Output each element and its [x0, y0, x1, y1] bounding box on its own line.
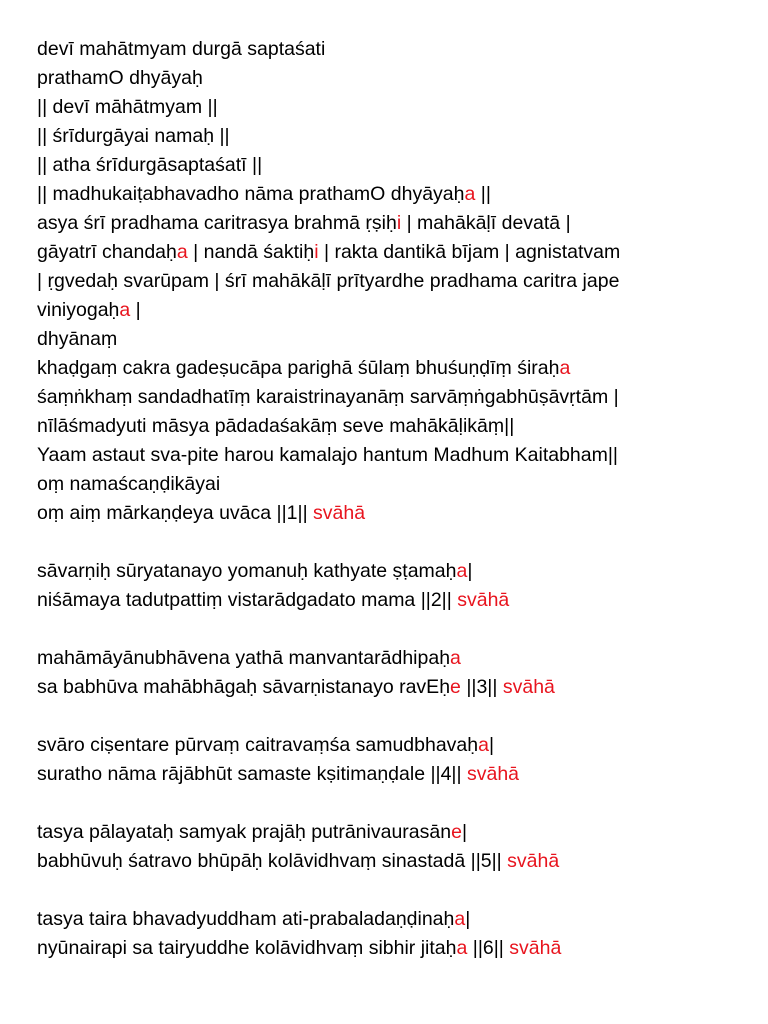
highlight-text: svāhā	[457, 589, 510, 611]
line-text: tasya taira bhavadyuddham ati-prabaladaṇḍinaḥ	[37, 908, 455, 930]
highlight-text: a	[456, 560, 468, 582]
highlight-text: svāhā	[502, 676, 555, 698]
text-line	[37, 673, 762, 702]
line-text: |	[130, 299, 141, 321]
blank-line	[37, 789, 762, 818]
text-line	[37, 905, 762, 934]
highlight-text: a	[119, 299, 131, 321]
text-line	[37, 296, 762, 325]
line-text: prathamO dhyāyaḥ	[37, 67, 203, 89]
highlight-text: a	[464, 183, 476, 205]
line-text: viniyogaḥ	[37, 299, 120, 321]
text-line	[37, 354, 762, 383]
blank-line	[37, 702, 762, 731]
line-text: |	[488, 734, 495, 756]
line-text: | mahākāḷī devatā |	[401, 212, 571, 234]
highlight-text: a	[559, 357, 571, 379]
highlight-text: svāhā	[466, 763, 520, 785]
highlight-text: svāhā	[313, 502, 366, 524]
highlight-text: a	[456, 937, 468, 959]
line-text: śaṃṅkhaṃ sandadhatīṃ karaistrinayanāṃ sarvāṃṅgabhūṣāvṛtām |	[37, 386, 619, 408]
text-line	[37, 934, 762, 963]
line-text: Yaam astaut sva-pite harou kamalajo hantum Madhum Kaitabham||	[37, 444, 618, 466]
text-line	[37, 731, 762, 760]
text-line	[37, 760, 762, 789]
line-text: gāyatrī chandaḥ	[37, 241, 177, 263]
line-text: nīlāśmadyuti māsya pādadaśakāṃ seve mahākāḷikāṃ||	[37, 415, 515, 437]
line-text: devī mahātmyam durgā saptaśati	[37, 38, 326, 60]
blank-line	[37, 876, 762, 905]
highlight-text: a	[454, 908, 466, 930]
highlight-text: a	[450, 647, 461, 669]
line-text: || atha śrīdurgāsaptaśatī ||	[37, 154, 263, 176]
line-text: svāro ciṣentare pūrvaṃ caitravaṃśa samudbhavaḥ	[37, 734, 479, 756]
text-line	[37, 383, 762, 412]
text-line	[37, 470, 762, 499]
highlight-text: svāhā	[507, 850, 560, 872]
highlight-text: e	[451, 821, 462, 843]
line-text: niśāmaya tadutpattiṃ vistarādgadato mama ||2||	[37, 589, 458, 611]
highlight-text: svāhā	[509, 937, 562, 959]
line-text: babhūvuḥ śatravo bhūpāḥ kolāvidhvaṃ sinastadā ||5||	[37, 850, 508, 872]
text-line	[37, 93, 762, 122]
document-text	[37, 35, 762, 963]
line-text: khaḍgaṃ cakra gadeṣucāpa parighā śūlaṃ bhuśuṇḍīṃ śiraḥ	[37, 357, 560, 379]
text-line	[37, 499, 762, 528]
line-text: oṃ aiṃ mārkaṇḍeya uvāca ||1||	[37, 502, 314, 524]
text-line	[37, 267, 762, 296]
text-line	[37, 122, 762, 151]
text-line	[37, 644, 762, 673]
text-line	[37, 586, 762, 615]
line-text: ||	[475, 183, 491, 205]
line-text: | ṛgvedaḥ svarūpam | śrī mahākāḷī prītyardhe pradhama caritra jape	[37, 270, 620, 292]
text-line	[37, 557, 762, 586]
text-line	[37, 151, 762, 180]
text-line	[37, 209, 762, 238]
line-text: mahāmāyānubhāvena yathā manvantarādhipaḥ	[37, 647, 451, 669]
line-text: |	[465, 908, 471, 930]
line-text: suratho nāma rājābhūt samaste kṣitimaṇḍale ||4||	[37, 763, 467, 785]
blank-line	[37, 528, 762, 557]
line-text: | rakta dantikā bījam | agnistatvam	[318, 241, 621, 263]
line-text: ||3||	[460, 676, 503, 698]
text-line	[37, 847, 762, 876]
text-line	[37, 412, 762, 441]
line-text: nyūnairapi sa tairyuddhe kolāvidhvaṃ sibhir jitaḥ	[37, 937, 457, 959]
line-text: | nandā śaktiḥ	[187, 241, 315, 263]
blank-line	[37, 615, 762, 644]
line-text: oṃ namaścaṇḍikāyai	[37, 473, 221, 495]
text-line	[37, 238, 762, 267]
highlight-text: e	[450, 676, 461, 698]
line-text: tasya pālayataḥ samyak prajāḥ putrānivaurasān	[37, 821, 452, 843]
line-text: dhyānaṃ	[37, 328, 118, 350]
text-line	[37, 325, 762, 354]
line-text: asya śrī pradhama caritrasya brahmā ṛṣiḥ	[37, 212, 397, 234]
line-text: || devī māhātmyam ||	[37, 96, 218, 118]
text-line	[37, 64, 762, 93]
line-text: || madhukaiṭabhavadho nāma prathamO dhyāyaḥ	[37, 183, 465, 205]
highlight-text: i	[396, 212, 402, 234]
text-line	[37, 441, 762, 470]
line-text: |	[467, 560, 473, 582]
line-text: sāvarṇiḥ sūryatanayo yomanuḥ kathyate ṣṭamaḥ	[37, 560, 457, 582]
highlight-text: a	[478, 734, 489, 756]
line-text: || śrīdurgāyai namaḥ ||	[37, 125, 230, 147]
line-text: ||6||	[467, 937, 510, 959]
highlight-text: i	[314, 241, 319, 263]
highlight-text: a	[176, 241, 188, 263]
text-line	[37, 180, 762, 209]
text-line	[37, 35, 762, 64]
line-text: |	[461, 821, 468, 843]
text-line	[37, 818, 762, 847]
line-text: sa babhūva mahābhāgaḥ sāvarṇistanayo ravEḥ	[37, 676, 451, 698]
